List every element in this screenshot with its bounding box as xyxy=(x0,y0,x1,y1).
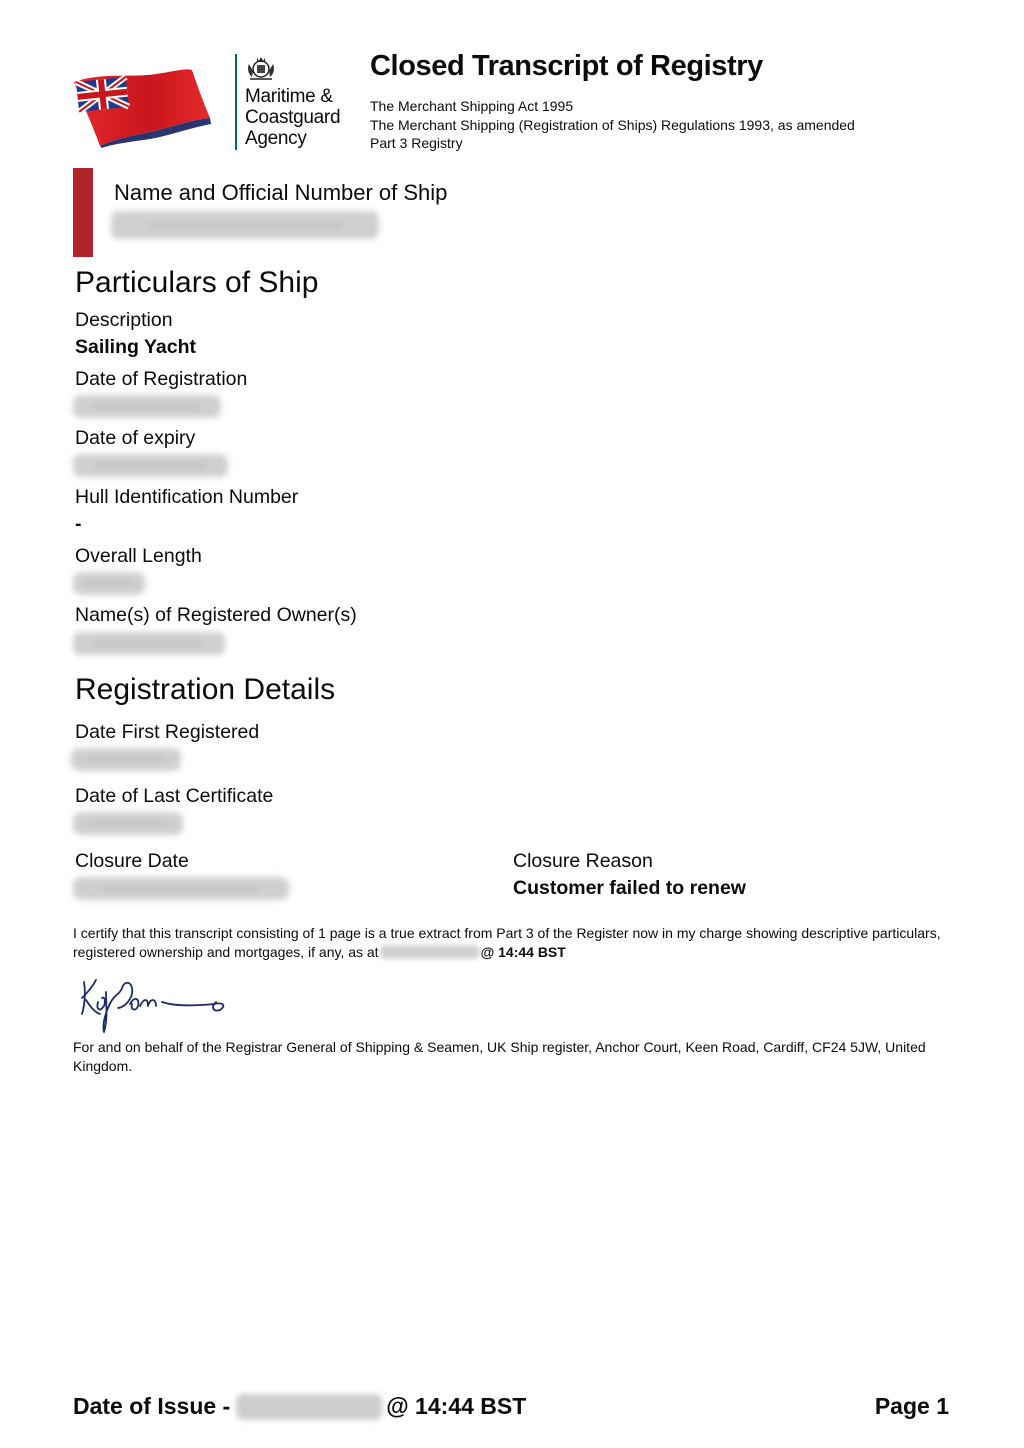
date-of-last-certificate-redacted xyxy=(74,813,182,834)
legislation-line: The Merchant Shipping (Registration of Ships) Regulations 1993, as amended xyxy=(370,116,855,133)
ship-name-label: Name and Official Number of Ship xyxy=(114,180,448,205)
closure-reason-value: Customer failed to renew xyxy=(513,877,746,899)
closure-date-label: Closure Date xyxy=(75,850,189,872)
agency-name xyxy=(245,86,340,149)
ship-name-accent-bar xyxy=(73,168,93,257)
overall-length-label: Overall Length xyxy=(75,545,202,567)
legislation-line: Part 3 Registry xyxy=(370,135,463,151)
registrar-signature xyxy=(74,962,234,1038)
closure-date-redacted xyxy=(74,878,288,899)
certification-text: I certify that this transcript consisting of 1 page is a true extract from Part 3 of the Register now in my charge showing descriptive particulars, registered ownership and mortgages, if any, as at xyxy=(73,925,941,960)
certification-statement xyxy=(73,924,943,961)
date-first-registered-redacted xyxy=(72,749,180,770)
date-of-last-certificate-label: Date of Last Certificate xyxy=(75,785,274,807)
page-number: Page 1 xyxy=(874,1393,949,1419)
hull-id-label: Hull Identification Number xyxy=(75,486,299,508)
date-of-expiry-label: Date of expiry xyxy=(75,427,196,449)
ship-name-redacted xyxy=(112,212,378,238)
date-of-expiry-redacted xyxy=(74,455,227,476)
agency-name-line: Agency xyxy=(245,128,307,149)
date-of-issue-redacted xyxy=(236,1394,382,1420)
description-label: Description xyxy=(75,309,173,331)
legislation-line: The Merchant Shipping Act 1995 xyxy=(370,98,574,114)
date-of-issue xyxy=(73,1393,526,1420)
registered-owners-redacted xyxy=(74,633,224,654)
date-of-issue-time: @ 14:44 BST xyxy=(386,1393,527,1419)
date-of-registration-redacted xyxy=(74,396,220,417)
registered-owners-label: Name(s) of Registered Owner(s) xyxy=(75,604,357,626)
description-value: Sailing Yacht xyxy=(75,336,197,358)
certification-date-redacted xyxy=(380,945,480,959)
royal-crest-icon xyxy=(244,54,278,82)
document-title: Closed Transcript of Registry xyxy=(370,50,763,82)
date-of-issue-label: Date of Issue - xyxy=(73,1393,231,1419)
certification-time: @ 14:44 BST xyxy=(480,943,566,960)
date-first-registered-label: Date First Registered xyxy=(75,721,260,743)
date-of-registration-label: Date of Registration xyxy=(75,368,248,390)
closure-reason-label: Closure Reason xyxy=(513,850,653,872)
agency-name-line: Coastguard xyxy=(245,107,341,128)
overall-length-redacted xyxy=(74,573,144,594)
legislation-references xyxy=(370,97,855,153)
particulars-heading: Particulars of Ship xyxy=(75,266,319,299)
agency-name-line: Maritime & xyxy=(245,86,333,107)
red-ensign-flag-logo xyxy=(72,66,212,148)
hull-id-value: - xyxy=(75,513,82,535)
registration-details-heading: Registration Details xyxy=(75,673,336,706)
registrar-behalf-statement: For and on behalf of the Registrar General of Shipping & Seamen, UK Ship register, Anchor Court, Keen Road, Cardiff, CF24 5JW, United Kingdom. xyxy=(73,1039,926,1074)
agency-divider xyxy=(235,54,237,150)
